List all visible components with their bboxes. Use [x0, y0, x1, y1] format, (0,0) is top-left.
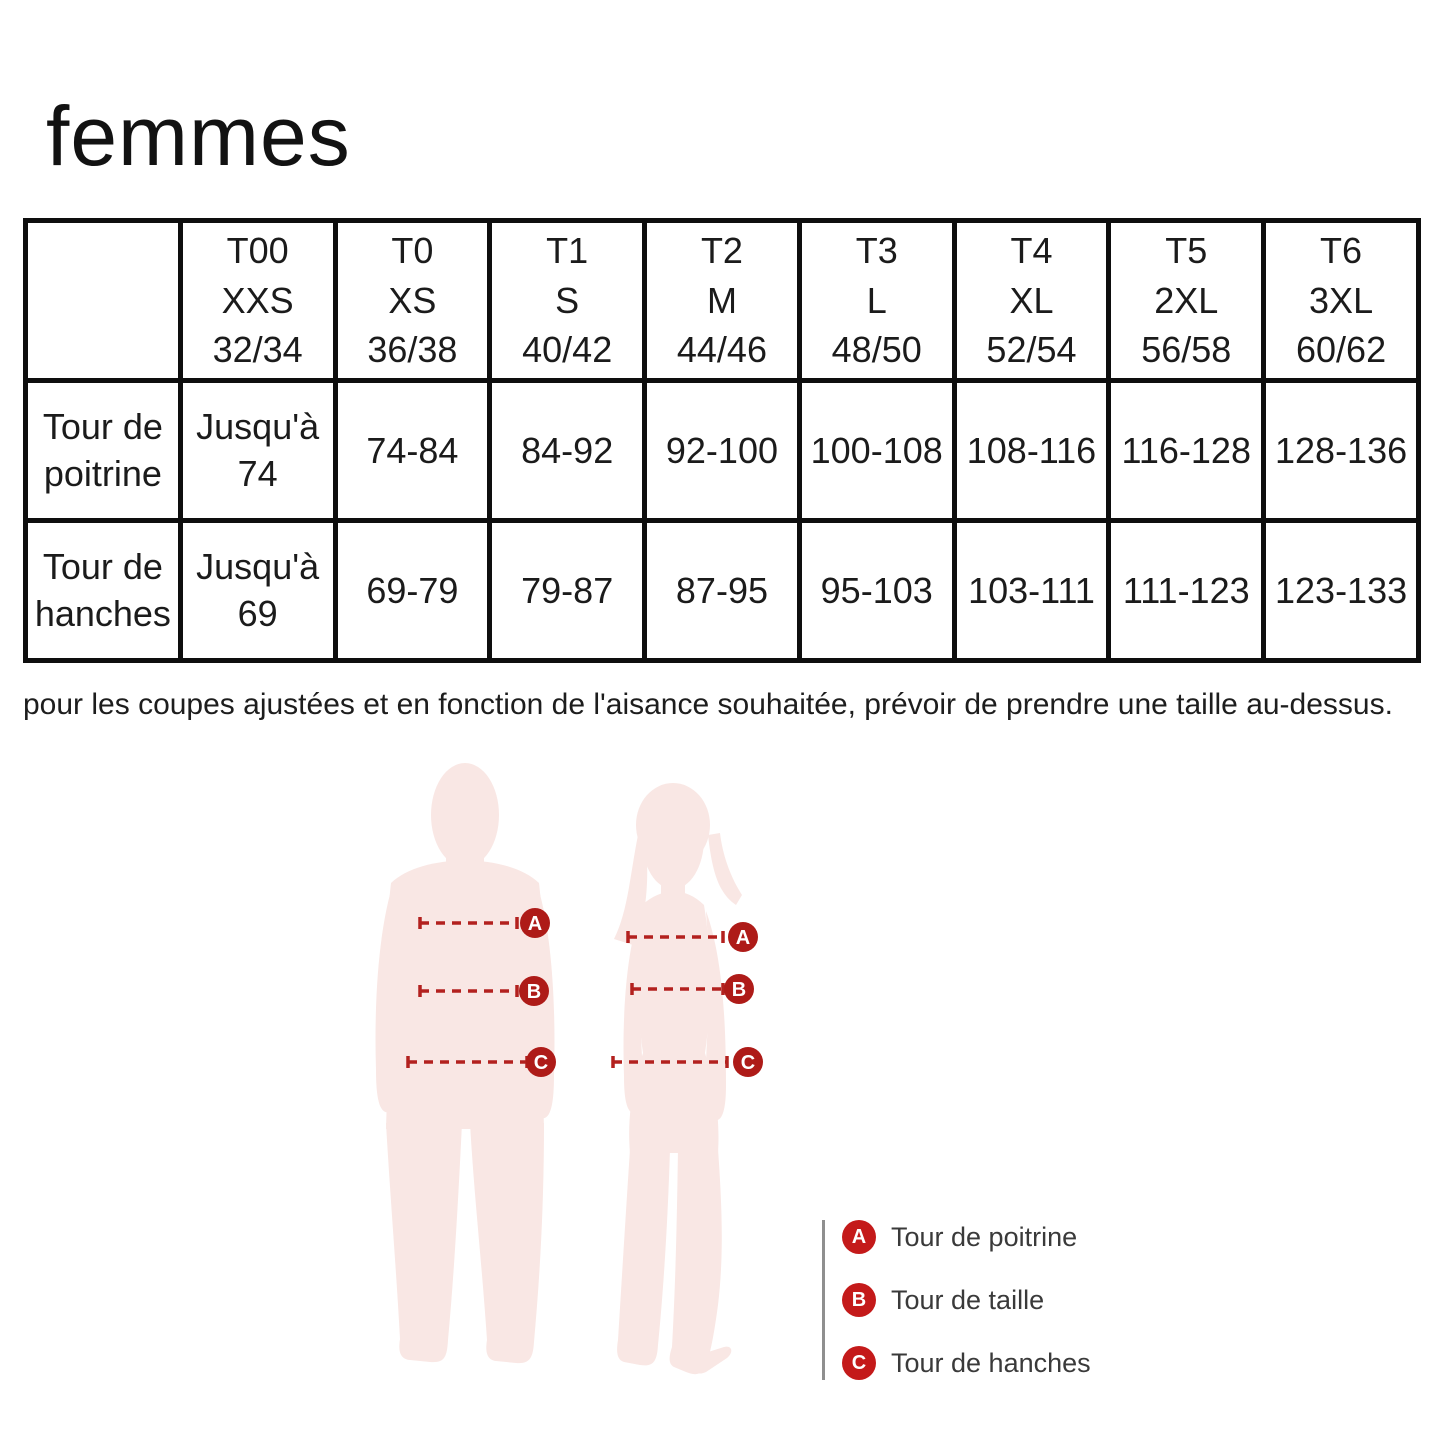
legend-label-chest: Tour de poitrine — [891, 1221, 1078, 1252]
chest-value: 84-92 — [490, 381, 645, 521]
sizing-note: pour les coupes ajustées et en fonction de l'aisance souhaitée, prévoir de prendre une taille au-dessus. — [23, 688, 1393, 721]
chest-value: 100-108 — [799, 381, 954, 521]
hips-value: 103-111 — [954, 521, 1109, 661]
hips-value: 123-133 — [1264, 521, 1419, 661]
col-header-t3: T3 L 48/50 — [799, 221, 954, 381]
measurement-legend — [822, 1220, 1091, 1380]
legend-marker-a-icon: A — [842, 1220, 876, 1254]
chest-value: 116-128 — [1109, 381, 1264, 521]
size-table — [23, 218, 1421, 663]
col-header-t0: T0 XS 36/38 — [335, 221, 490, 381]
row-label-chest: Tour de poitrine — [26, 381, 181, 521]
col-header-t6: T6 3XL 60/62 — [1264, 221, 1419, 381]
col-header-t4: T4 XL 52/54 — [954, 221, 1109, 381]
chest-value: Jusqu'à 74 — [180, 381, 335, 521]
col-header-t5: T5 2XL 56/58 — [1109, 221, 1264, 381]
marker-a-male-label: A — [527, 913, 543, 935]
hips-value: Jusqu'à 69 — [180, 521, 335, 661]
page-title: femmes — [46, 89, 351, 183]
marker-c-male-label: C — [533, 1052, 549, 1074]
corner-cell — [26, 221, 181, 381]
col-header-t1: T1 S 40/42 — [490, 221, 645, 381]
hips-value: 69-79 — [335, 521, 490, 661]
marker-b-female-label: B — [731, 979, 747, 1001]
legend-marker-c-icon: C — [842, 1346, 876, 1380]
size-table-header-row — [26, 221, 1419, 381]
chest-value: 92-100 — [645, 381, 800, 521]
hips-value: 95-103 — [799, 521, 954, 661]
hips-value: 87-95 — [645, 521, 800, 661]
legend-item-chest — [842, 1220, 1091, 1254]
hips-value: 79-87 — [490, 521, 645, 661]
hips-value: 111-123 — [1109, 521, 1264, 661]
row-label-hips: Tour de hanches — [26, 521, 181, 661]
legend-label-waist: Tour de taille — [891, 1284, 1045, 1315]
legend-item-waist — [842, 1283, 1091, 1317]
marker-a-female-label: A — [735, 927, 751, 949]
legend-label-hips: Tour de hanches — [891, 1347, 1091, 1378]
table-row-hips — [26, 521, 1419, 661]
legend-marker-b-icon: B — [842, 1283, 876, 1317]
col-header-t2: T2 M 44/46 — [645, 221, 800, 381]
female-silhouette — [614, 783, 742, 1374]
table-row-chest — [26, 381, 1419, 521]
legend-item-hips — [842, 1346, 1091, 1380]
col-header-t00: T00 XXS 32/34 — [180, 221, 335, 381]
chest-value: 108-116 — [954, 381, 1109, 521]
marker-c-female-label: C — [740, 1052, 756, 1074]
chest-value: 128-136 — [1264, 381, 1419, 521]
marker-b-male-label: B — [526, 981, 542, 1003]
chest-value: 74-84 — [335, 381, 490, 521]
measurement-diagram — [370, 755, 800, 1395]
